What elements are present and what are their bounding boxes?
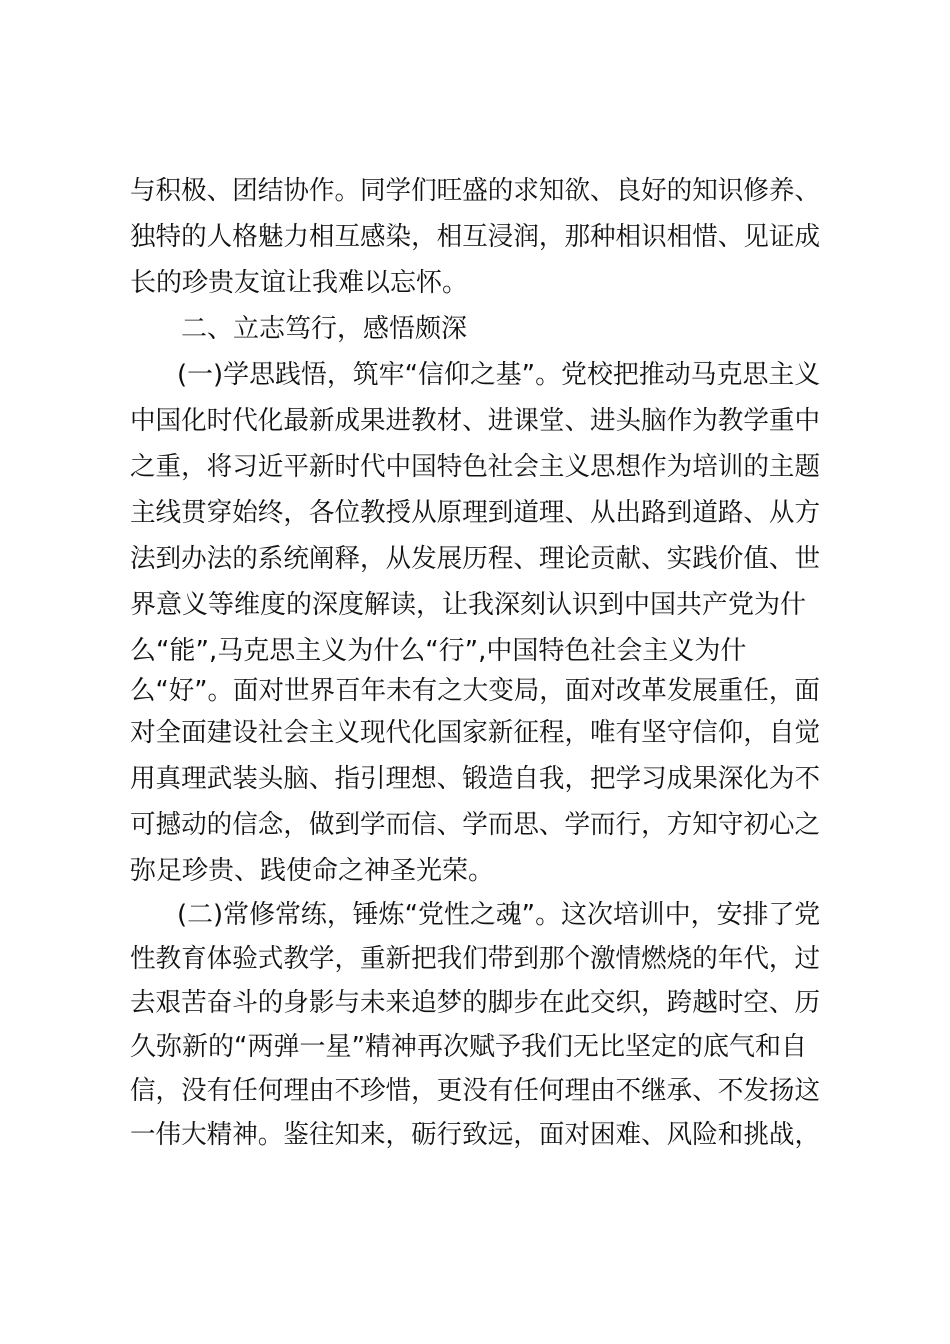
text-line: 对全面建设社会主义现代化国家新征程，唯有坚守信仰，自觉 — [130, 718, 821, 748]
text-line: 法到办法的系统阐释，从发展历程、理论贡献、实践价值、世 — [130, 544, 821, 574]
subsection-heading: (一)学思践悟，筑牢“信仰之基”。党校把推动马克思主义 — [177, 360, 821, 390]
text-line: 用真理武装头脑、指引理想、锻造自我，把学习成果深化为不 — [130, 764, 821, 794]
text-line: 独特的人格魅力相互感染，相互浸润，那种相识相惜、见证成 — [130, 222, 821, 252]
text-line: 性教育体验式教学，重新把我们带到那个激情燃烧的年代，过 — [130, 944, 821, 974]
subsection-heading: (二)常修常练，锤炼“党性之魂”。这次培训中，安排了党 — [177, 900, 821, 930]
text-line: 之重，将习近平新时代中国特色社会主义思想作为培训的主题 — [130, 452, 821, 482]
text-line: 信，没有任何理由不珍惜，更没有任何理由不继承、不发扬这 — [130, 1076, 821, 1106]
text-line: 与积极、团结协作。同学们旺盛的求知欲、良好的知识修养、 — [130, 176, 821, 206]
text-line: 一伟大精神。鉴往知来，砺行致远，面对困难、风险和挑战， — [130, 1120, 821, 1150]
text-line: 可撼动的信念，做到学而信、学而思、学而行，方知守初心之 — [130, 810, 821, 840]
text-line: 主线贯穿始终，各位教授从原理到道理、从出路到道路、从方 — [130, 498, 821, 528]
text-line: 么“能”,马克思主义为什么“行”,中国特色社会主义为什 — [130, 636, 747, 666]
section-heading: 二、立志笃行，感悟颇深 — [181, 314, 468, 344]
text-line: 去艰苦奋斗的身影与未来追梦的脚步在此交织，跨越时空、历 — [130, 988, 821, 1018]
text-line: 么“好”。面对世界百年未有之大变局，面对改革发展重任，面 — [130, 676, 820, 706]
text-line: 久弥新的“两弹一星”精神再次赋予我们无比坚定的底气和自 — [130, 1032, 807, 1062]
text-line: 中国化时代化最新成果进教材、进课堂、进头脑作为教学重中 — [130, 406, 821, 436]
text-line: 弥足珍贵、践使命之神圣光荣。 — [130, 856, 495, 886]
text-line: 界意义等维度的深度解读，让我深刻认识到中国共产党为什 — [130, 590, 807, 620]
text-line: 长的珍贵友谊让我难以忘怀。 — [130, 268, 469, 298]
